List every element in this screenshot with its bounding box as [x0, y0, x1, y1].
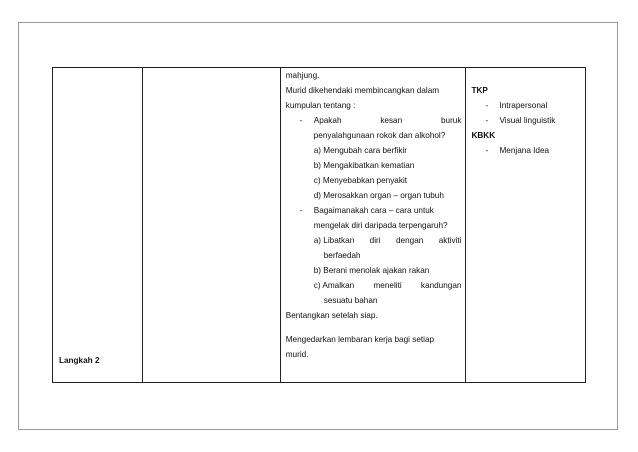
question-2-cont: mengelak diri daripada terpengaruh?: [313, 221, 448, 230]
kbkk-item: - Menjana Idea: [485, 146, 550, 155]
kbkk-heading: KBKK: [471, 131, 496, 140]
option-item: c) Menyebabkan penyakit: [313, 176, 408, 185]
option-cont: sesuatu bahan: [323, 296, 378, 305]
tkp-item: - Intrapersonal: [485, 101, 548, 110]
tkp-item: - Visual linguistik: [485, 116, 556, 125]
worksheet-line: murid.: [285, 350, 309, 359]
question-2-line: - Bagaimanakah cara – cara untuk: [299, 206, 434, 215]
activity-line: kumpulan tentang :: [285, 101, 356, 110]
worksheet-line: Mengedarkan lembaran kerja bagi setiap: [285, 335, 435, 344]
lesson-plan-table: [52, 67, 586, 383]
option-item: b) Berani menolak ajakan rakan: [313, 266, 430, 275]
option-item: b) Mengakibatkan kematian: [313, 161, 415, 170]
step-cell: [53, 68, 143, 383]
option-item: c) Amalkan meneliti kandungan: [313, 281, 462, 290]
empty-cell: [143, 68, 280, 383]
option-item: a) Libatkan diri dengan aktiviti: [313, 236, 462, 245]
option-item: a) Mengubah cara berfikir: [313, 146, 408, 155]
activity-cell: [280, 68, 466, 383]
question-1-cont: penyalahgunaan rokok dan alkohol?: [313, 131, 446, 140]
notes-cell: [466, 68, 586, 383]
question-1-line: - Apakah kesan buruk: [299, 116, 462, 125]
step-label: Langkah 2: [59, 356, 100, 365]
activity-line: mahjung.: [285, 71, 320, 80]
tkp-heading: TKP: [471, 86, 488, 95]
option-cont: berfaedah: [323, 251, 361, 260]
closing-line: Bentangkan setelah siap.: [285, 311, 378, 320]
activity-line: Murid dikehendaki membincangkan dalam: [285, 86, 440, 95]
table-row: [53, 68, 586, 383]
option-item: d) Merosakkan organ – organ tubuh: [313, 191, 444, 200]
